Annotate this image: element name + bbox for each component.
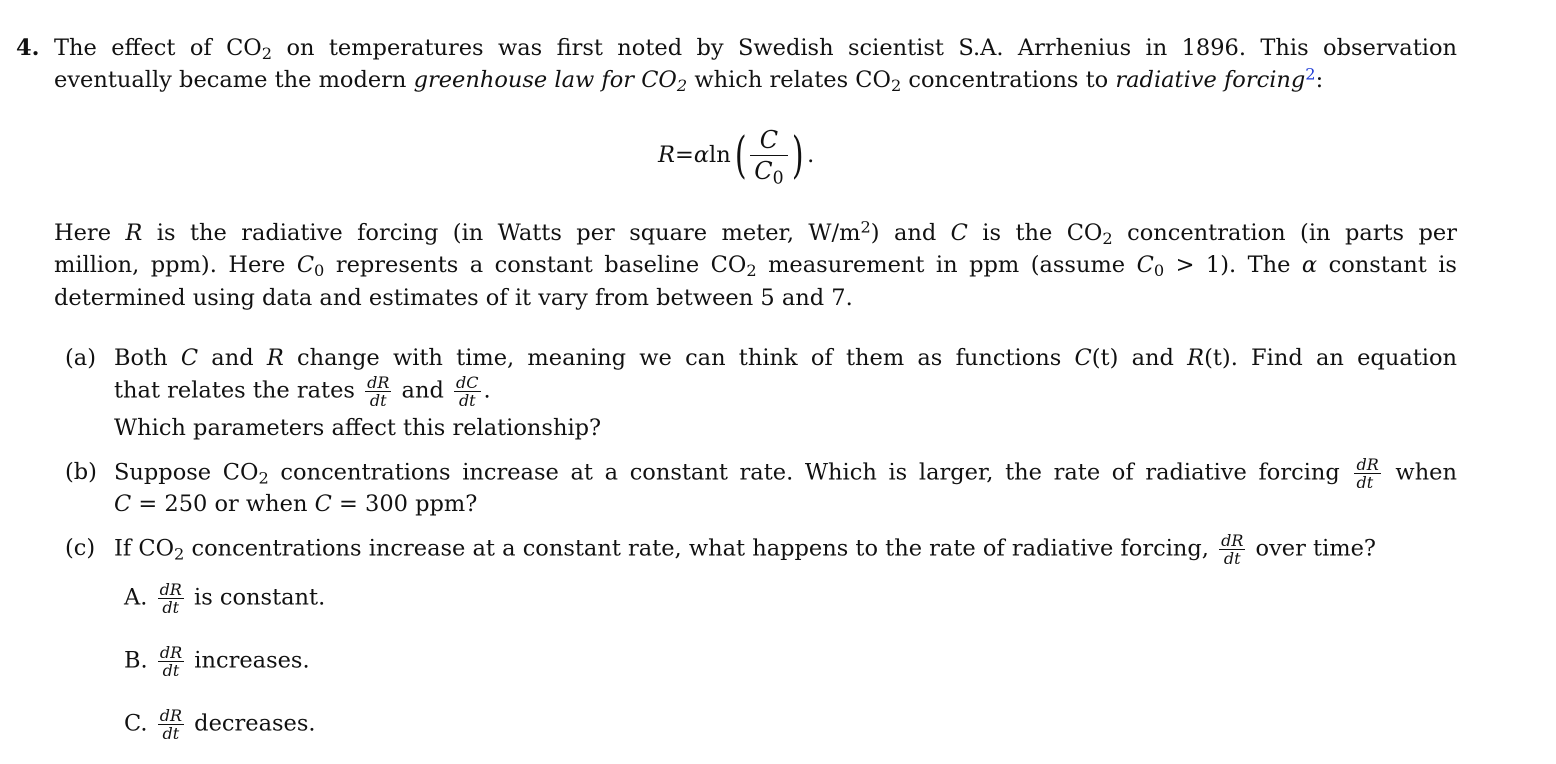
footnote-link[interactable]: 2 [1305, 64, 1316, 84]
description-line-2: million, ppm). Here $C_0$ represents a constant baseline $CO_2$ measurement in ppm (assume $C_0 > 1$). The α constant is [54, 252, 1457, 281]
part-c-line-1: If $CO_2$ concentrations increase at a constant rate, what happens to the rate of radiative forcing, $\frac{dR}{dt}$ over time? [114, 531, 1376, 568]
intro-line-1: The effect of $CO_2$ on temperatures was first noted by Swedish scientist S.A. Arrhenius in 1896. This observation [54, 35, 1457, 64]
part-a-line-2: that relates the rates $\frac{dR}{dt}$ and $\frac{dC}{dt}$ . [114, 373, 491, 410]
left-paren: ( [734, 126, 747, 184]
dR-dt-fraction: $\frac{dR}{dt}$ [159, 643, 183, 680]
choice-b[interactable]: B. $\frac{dR}{dt}$ increases. [124, 643, 310, 680]
description-line-3: determined using data and estimates of it vary from between 5 and 7. [54, 285, 853, 311]
dR-dt-fraction: $\frac{dR}{dt}$ [159, 580, 182, 617]
part-b-line-1: Suppose $CO_2$ concentrations increase at a constant rate. Which is larger, the rate of radiative forcing $\frac{dR}{dt}$ when [114, 455, 1457, 492]
dR-dt-fraction: $\frac{dR}{dt}$ [1221, 531, 1244, 568]
concentration-ratio: C $C_0$ [750, 125, 787, 186]
dR-dt-fraction: $\frac{dR}{dt}$ [1356, 455, 1379, 492]
intro-line-2: eventually became the modern greenhouse law for $CO_2$ which relates $CO_2$ concentrations to radiative forcing$^2$: [54, 64, 1324, 96]
part-c-label: (c) [65, 535, 96, 561]
choice-c[interactable]: C. $\frac{dR}{dt}$ decreases. [124, 706, 316, 743]
dC-dt-fraction: $\frac{dC}{dt}$ [456, 373, 479, 410]
part-b-label: (b) [65, 459, 97, 485]
dR-dt-fraction: $\frac{dR}{dt}$ [159, 706, 183, 743]
part-b-line-2: C = 250 or when C = 300 ppm? [114, 491, 478, 517]
right-paren: ) [791, 126, 804, 184]
dR-dt-fraction: $\frac{dR}{dt}$ [367, 373, 390, 410]
part-a-label: (a) [65, 345, 96, 371]
part-a-line-3: Which parameters affect this relationship? [114, 415, 602, 441]
description-line-1: Here R is the radiative forcing (in Watts per square meter, $W/m^2$) and C is the $CO_2$ concentration (in parts per [54, 217, 1457, 249]
part-a-line-1: Both C and R change with time, meaning we can think of them as functions C(t) and R(t). Find an equation [114, 345, 1458, 371]
arrhenius-formula: R = α ln ( C $C_0$ ) . [658, 125, 815, 188]
choice-a[interactable]: A. $\frac{dR}{dt}$ is constant. [124, 580, 326, 617]
problem-number: 4. [16, 35, 40, 61]
